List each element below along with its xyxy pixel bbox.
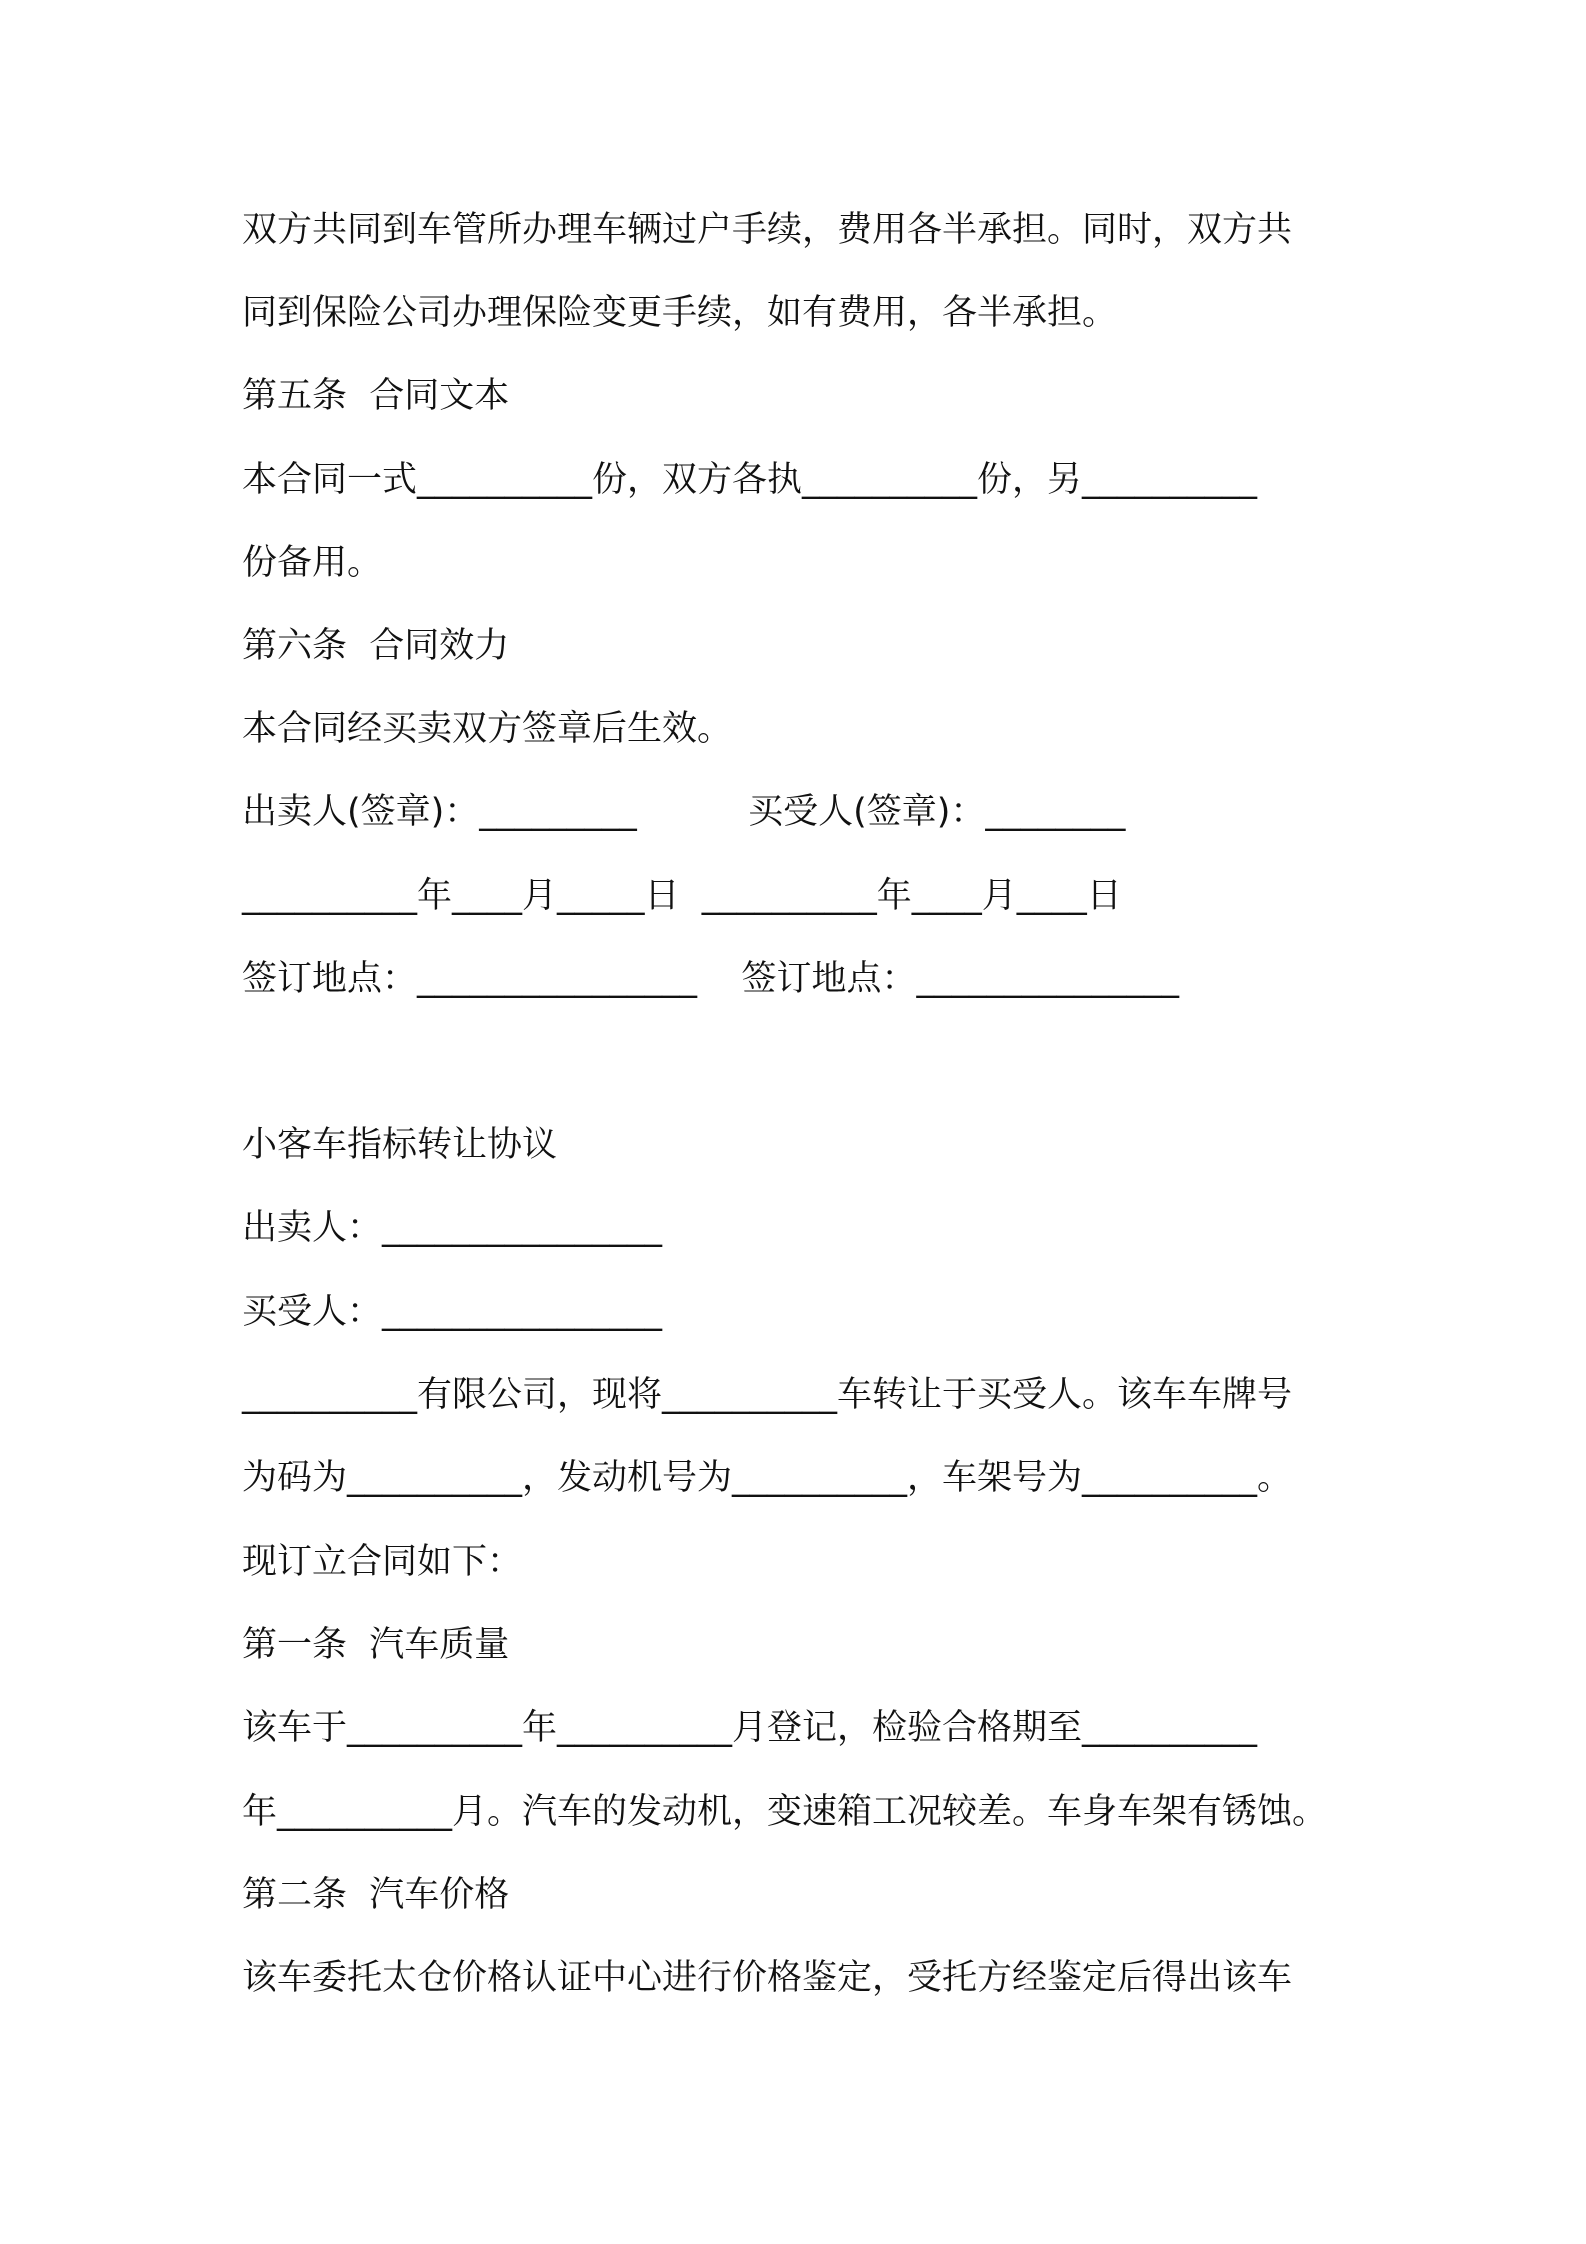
paragraph-line: 同到保险公司办理保险变更手续，如有费用，各半承担。 xyxy=(242,293,1118,333)
section-heading: 第五条 合同文本 xyxy=(242,376,510,416)
paragraph-line: 本合同经买卖双方签章后生效。 xyxy=(242,709,733,749)
paragraph-line: 该车委托太仓价格认证中心进行价格鉴定，受托方经鉴定后得出该车 xyxy=(242,1958,1293,1998)
section-heading: 第二条 汽车价格 xyxy=(242,1875,510,1915)
paragraph-line: 双方共同到车管所办理车辆过户手续，费用各半承担。同时，双方共 xyxy=(242,210,1293,250)
buyer-field: 买受人：________________ xyxy=(242,1292,663,1332)
paragraph-line: 年__________月。汽车的发动机，变速箱工况较差。车身车架有锈蚀。 xyxy=(242,1792,1328,1832)
paragraph-line: 该车于__________年__________月登记，检验合格期至__________ xyxy=(242,1708,1258,1748)
date-line: __________年____月_____日 __________年____月____日 xyxy=(242,876,1122,916)
document-title: 小客车指标转让协议 xyxy=(242,1125,558,1165)
paragraph-line: 为码为__________，发动机号为__________，车架号为__________。 xyxy=(242,1458,1293,1498)
paragraph-line: 份备用。 xyxy=(242,543,383,583)
paragraph-line: __________有限公司，现将__________车转让于买受人。该车车牌号 xyxy=(242,1375,1293,1415)
signature-line: 出卖人(签章)：_________ 买受人(签章)：________ xyxy=(242,792,1126,832)
signing-place-line: 签订地点：________________ 签订地点：_______________ xyxy=(242,959,1180,999)
section-heading: 第一条 汽车质量 xyxy=(242,1625,510,1665)
paragraph-line: 现订立合同如下： xyxy=(242,1542,523,1582)
seller-field: 出卖人：________________ xyxy=(242,1208,663,1248)
paragraph-line: 本合同一式__________份，双方各执__________份，另__________ xyxy=(242,460,1258,500)
section-heading: 第六条 合同效力 xyxy=(242,626,510,666)
